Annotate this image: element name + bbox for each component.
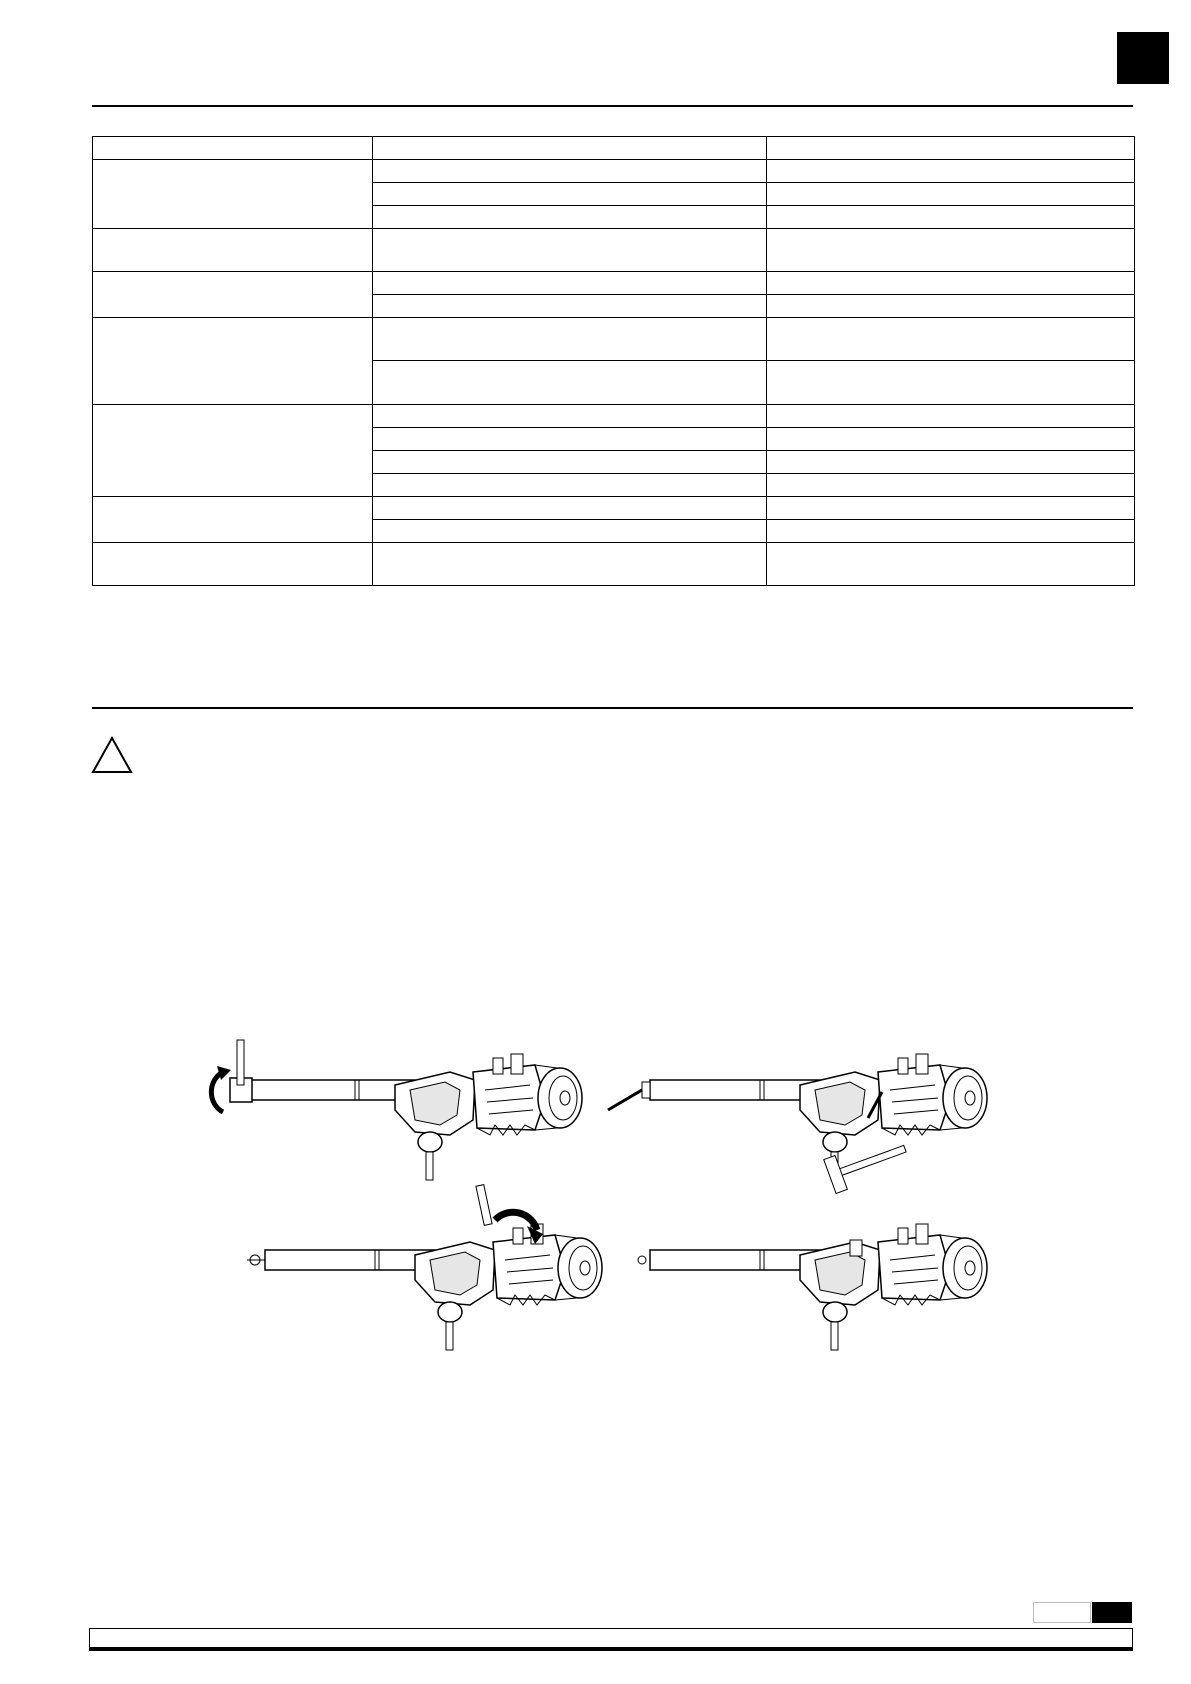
table-cell [373, 160, 767, 183]
table-cell [373, 206, 767, 229]
table-header-cell [373, 137, 767, 160]
table-row [93, 160, 1135, 183]
table-cell [767, 318, 1135, 361]
table-header-row [93, 137, 1135, 160]
table-cell [767, 405, 1135, 428]
table-row [93, 318, 1135, 361]
table-row [93, 405, 1135, 428]
table-cell [767, 474, 1135, 497]
table-header-cell [767, 137, 1135, 160]
table-cell [767, 295, 1135, 318]
table-cell [767, 160, 1135, 183]
table-cell [767, 229, 1135, 272]
table-cell [767, 183, 1135, 206]
table-cell [373, 318, 767, 361]
group-label [93, 543, 373, 586]
table-cell [767, 497, 1135, 520]
figure-panel-bottom-left [247, 1185, 602, 1350]
table-row [93, 543, 1135, 586]
figure-panel-top-left [211, 1040, 582, 1180]
warning-triangle-icon [90, 735, 134, 775]
group-label [93, 272, 373, 318]
table-cell [767, 543, 1135, 586]
table-cell [373, 229, 767, 272]
table-cell [373, 361, 767, 405]
procedure-figure [200, 1030, 1050, 1370]
table-cell [373, 520, 767, 543]
table-row [93, 272, 1135, 295]
table-cell [373, 451, 767, 474]
table-cell [767, 206, 1135, 229]
table-row [93, 229, 1135, 272]
spec-table [92, 136, 1135, 586]
table-header-cell [93, 137, 373, 160]
table-cell [373, 474, 767, 497]
table-cell [767, 361, 1135, 405]
table-cell [373, 272, 767, 295]
table-cell [373, 295, 767, 318]
group-label [93, 497, 373, 543]
table-cell [373, 428, 767, 451]
group-label [93, 405, 373, 497]
table-cell [767, 272, 1135, 295]
table-cell [373, 497, 767, 520]
figure-panel-bottom-right [638, 1132, 987, 1350]
footer-bar [89, 1628, 1133, 1651]
group-label [93, 229, 373, 272]
group-label [93, 318, 373, 405]
table-cell [373, 543, 767, 586]
table-cell [767, 428, 1135, 451]
section-rule [92, 707, 1133, 709]
table-cell [767, 520, 1135, 543]
table-cell [767, 451, 1135, 474]
page-number-tab [1092, 1602, 1132, 1623]
figure-panel-top-right [608, 1054, 987, 1180]
table-row [93, 497, 1135, 520]
top-rule [92, 105, 1133, 107]
group-label [93, 160, 373, 229]
page-number-box [1033, 1602, 1091, 1623]
section-tab [1117, 32, 1169, 84]
table-cell [373, 183, 767, 206]
table-cell [373, 405, 767, 428]
